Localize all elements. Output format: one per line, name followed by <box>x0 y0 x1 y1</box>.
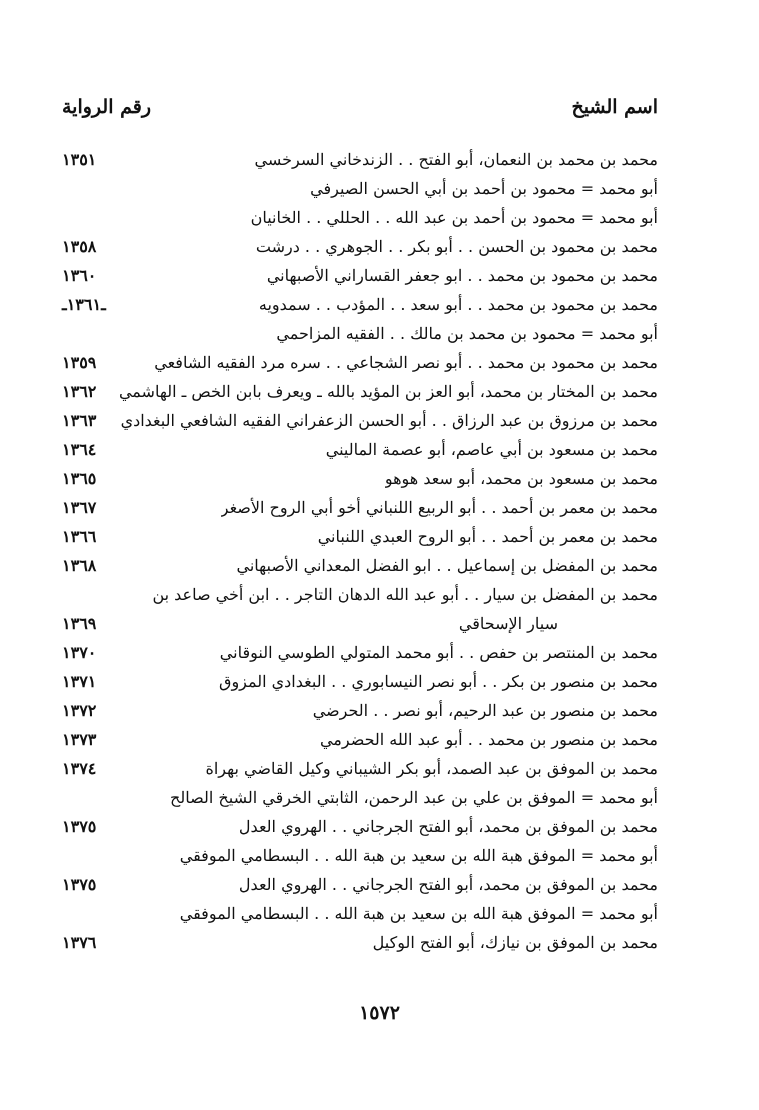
narration-number: ١٣٧٥ <box>62 817 97 836</box>
list-item <box>62 928 658 957</box>
sheikh-name: محمد بن محمود بن محمد . . أبو نصر الشجاعي . . سره مرد الفقيه الشافعي <box>154 353 658 372</box>
list-item <box>62 319 658 348</box>
sheikh-name: أبو محمد = الموفق هبة الله بن سعيد بن هبة الله . . البسطامي الموفقي <box>179 846 658 865</box>
sheikh-name: محمد بن معمر بن أحمد . . أبو الروح العبدي اللنباني <box>317 527 658 546</box>
sheikh-name: محمد بن المفضل بن سيار . . أبو عبد الله الدهان التاجر . . ابن أخي صاعد بن <box>152 585 658 604</box>
list-item <box>62 899 658 928</box>
sheikh-name: محمد بن الموفق بن عبد الصمد، أبو بكر الشيباني وكيل القاضي بهراة <box>205 759 658 778</box>
list-item <box>62 464 658 493</box>
sheikh-name: أبو محمد = الموفق بن علي بن عبد الرحمن، الثابتي الخرقي الشيخ الصالح <box>170 788 658 807</box>
sheikh-name: محمد بن محمود بن الحسن . . أبو بكر . . الجوهري . . درشت <box>255 237 658 256</box>
sheikh-name: محمد بن مرزوق بن عبد الرزاق . . أبو الحسن الزعفراني الفقيه الشافعي البغدادي <box>120 411 658 430</box>
narration-number: ـ١٣٦١ـ <box>62 295 106 314</box>
narration-number: ١٣٦٠ <box>62 266 97 285</box>
sheikh-name: سيار الإسحاقي <box>458 614 558 633</box>
sheikh-name: محمد بن منصور بن بكر . . أبو نصر النيسابوري . . البغدادي المزوق <box>219 672 658 691</box>
narration-number: ١٣٥٩ <box>62 353 97 372</box>
sheikh-name: محمد بن الموفق بن محمد، أبو الفتح الجرجاني . . الهروي العدل <box>238 817 658 836</box>
narration-number: ١٣٥٨ <box>62 237 97 256</box>
list-item <box>62 551 658 580</box>
narration-number: ١٣٦٢ <box>62 382 97 401</box>
list-item <box>62 812 658 841</box>
sheikh-name: محمد بن منصور بن محمد . . أبو عبد الله الحضرمي <box>319 730 658 749</box>
sheikh-name: أبو محمد = محمود بن أحمد بن أبي الحسن الصيرفي <box>310 179 658 198</box>
list-item <box>62 435 658 464</box>
entries-list <box>62 145 658 957</box>
sheikh-name: محمد بن محمود بن محمد . . ابو جعفر القساراني الأصبهاني <box>266 266 658 285</box>
list-item <box>62 145 658 174</box>
list-item <box>62 290 658 319</box>
sheikh-name: محمد بن المفضل بن إسماعيل . . ابو الفضل المعداني الأصبهاني <box>236 556 658 575</box>
narration-number: ١٣٥١ <box>62 150 97 169</box>
sheikh-name: محمد بن مسعود بن محمد، أبو سعد هوهو <box>384 469 658 488</box>
narration-number: ١٣٧٦ <box>62 933 97 952</box>
sheikh-name: أبو محمد = محمود بن أحمد بن عبد الله . . الحللي . . الخانيان <box>250 208 658 227</box>
sheikh-name: محمد بن محمود بن محمد . . أبو سعد . . المؤدب . . سمدويه <box>258 295 658 314</box>
list-item <box>62 783 658 812</box>
list-item <box>62 609 658 638</box>
list-item <box>62 377 658 406</box>
list-item <box>62 493 658 522</box>
list-item <box>62 841 658 870</box>
sheikh-name: محمد بن الموفق بن محمد، أبو الفتح الجرجاني . . الهروي العدل <box>238 875 658 894</box>
sheikh-name: محمد بن المنتصر بن حفص . . أبو محمد المتولي الطوسي النوقاني <box>219 643 658 662</box>
narration-number: ١٣٦٨ <box>62 556 97 575</box>
list-item <box>62 522 658 551</box>
sheikh-name: أبو محمد = محمود بن محمد بن مالك . . الفقيه المزاحمي <box>276 324 658 343</box>
narration-number: ١٣٦٩ <box>62 614 97 633</box>
sheikh-name: محمد بن مسعود بن أبي عاصم، أبو عصمة الماليني <box>325 440 658 459</box>
narration-number: ١٣٦٧ <box>62 498 97 517</box>
narration-number: ١٣٧٢ <box>62 701 97 720</box>
narration-number: ١٣٦٦ <box>62 527 97 546</box>
list-item <box>62 261 658 290</box>
narration-number: ١٣٧٥ <box>62 875 97 894</box>
narration-number: ١٣٦٤ <box>62 440 97 459</box>
narration-number: ١٣٧٤ <box>62 759 97 778</box>
narration-number: ١٣٧١ <box>62 672 97 691</box>
list-item <box>62 348 658 377</box>
list-item <box>62 667 658 696</box>
narration-number: ١٣٦٥ <box>62 469 97 488</box>
sheikh-name: محمد بن معمر بن أحمد . . أبو الربيع اللنباني أخو أبي الروح الأصغر <box>220 498 658 517</box>
narration-number: ١٣٧٣ <box>62 730 97 749</box>
sheikh-name: أبو محمد = الموفق هبة الله بن سعيد بن هبة الله . . البسطامي الموفقي <box>179 904 658 923</box>
page-number: ١٥٧٢ <box>359 1002 400 1024</box>
list-item <box>62 203 658 232</box>
sheikh-name: محمد بن منصور بن عبد الرحيم، أبو نصر . . الحرضي <box>312 701 658 720</box>
list-item <box>62 232 658 261</box>
header-narration-number: رقم الرواية <box>62 96 151 118</box>
list-item <box>62 638 658 667</box>
list-item <box>62 725 658 754</box>
sheikh-name: محمد بن محمد بن النعمان، أبو الفتح . . الزندخاني السرخسي <box>254 150 658 169</box>
list-item <box>62 870 658 899</box>
narration-number: ١٣٧٠ <box>62 643 97 662</box>
list-item <box>62 754 658 783</box>
list-item <box>62 580 658 609</box>
list-item <box>62 174 658 203</box>
sheikh-name: محمد بن الموفق بن نيازك، أبو الفتح الوكيل <box>372 933 658 952</box>
header-sheikh-name: اسم الشيخ <box>571 96 658 118</box>
list-item <box>62 406 658 435</box>
sheikh-name: محمد بن المختار بن محمد، أبو العز بن المؤيد بالله ـ ويعرف بابن الخص ـ الهاشمي <box>118 382 658 401</box>
narration-number: ١٣٦٣ <box>62 411 97 430</box>
list-item <box>62 696 658 725</box>
column-header <box>62 96 658 126</box>
